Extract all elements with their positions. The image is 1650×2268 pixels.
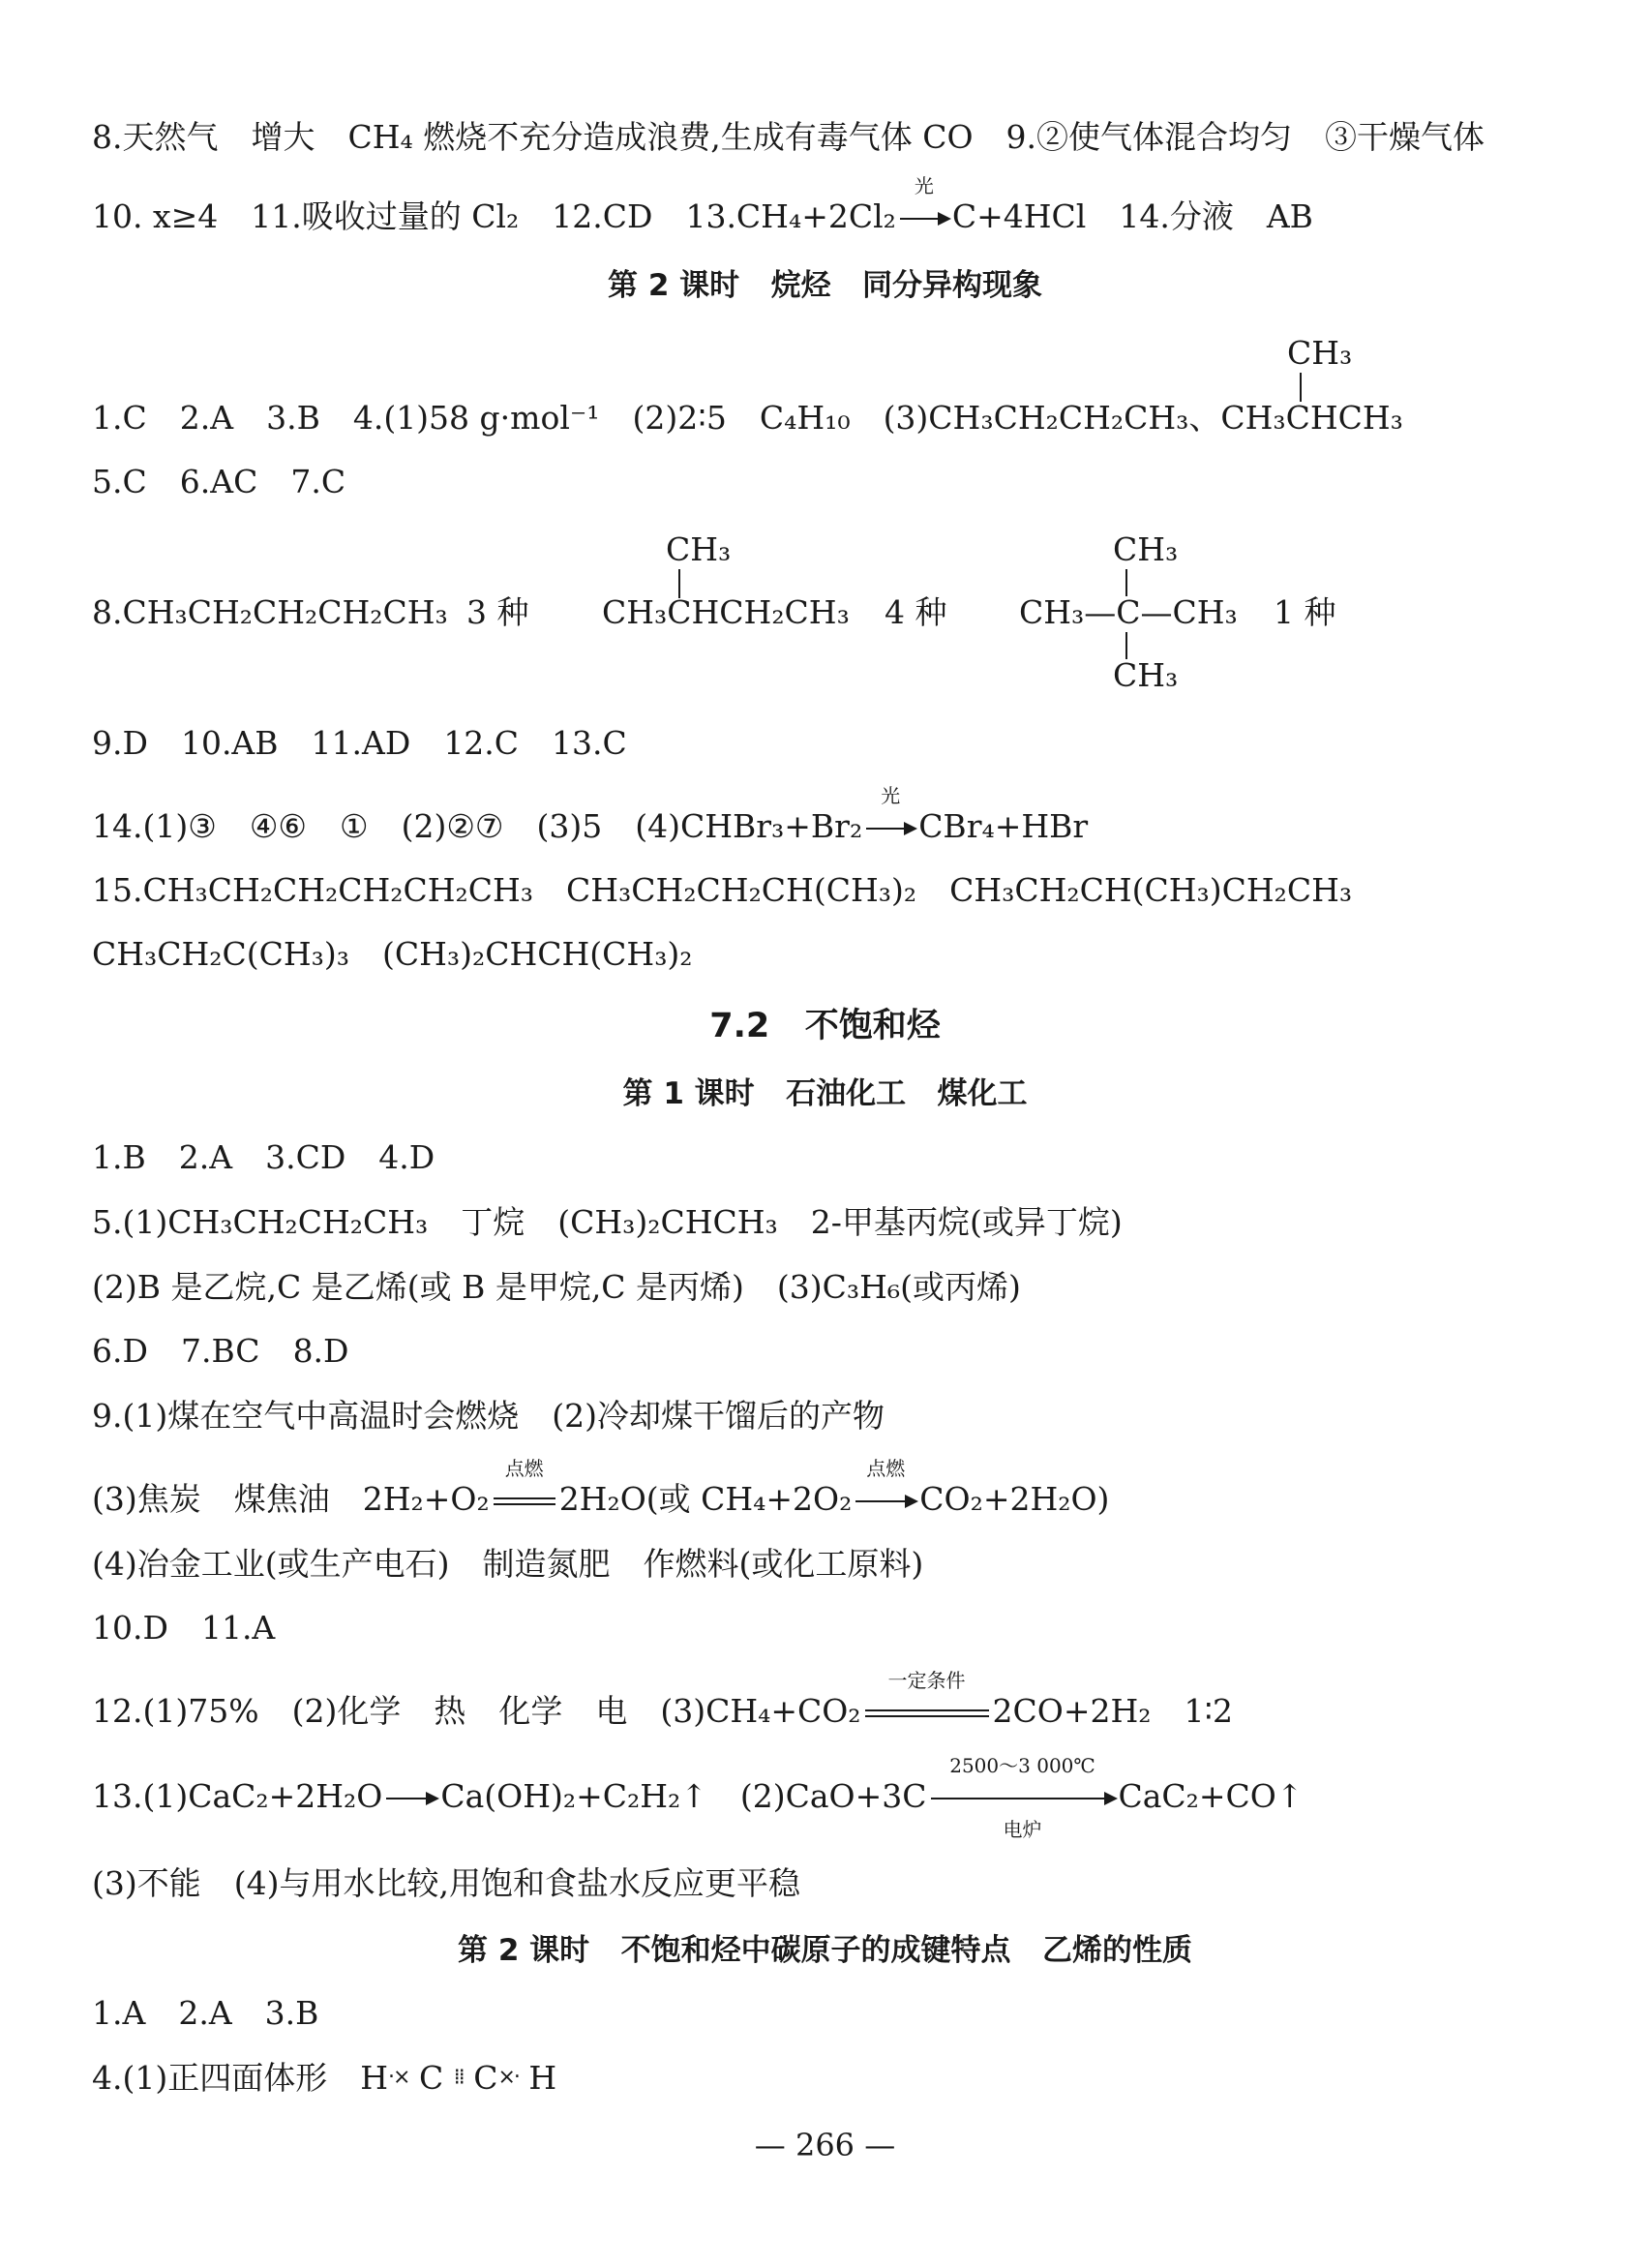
- reaction-condition: 光: [914, 174, 934, 197]
- reaction-condition: 点燃: [866, 1457, 906, 1480]
- answer-item: 11.AD: [311, 724, 411, 762]
- answer-line-9-cont2: [92, 1545, 1592, 1584]
- answer-item: (2)2∶5: [632, 399, 727, 437]
- lesson-heading: 第 2 课时 烷烃 同分异构现象: [608, 268, 1042, 303]
- answer-line-13: [92, 1754, 1592, 1841]
- answer-line-13-cont: [92, 1864, 1592, 1903]
- answer-line-10-11: [92, 1609, 1592, 1648]
- isomer-count: 3 种: [466, 593, 529, 631]
- answer-item: 2.A: [179, 399, 234, 437]
- equation-reactants: 2H₂+O₂: [362, 1480, 490, 1518]
- answer-item: 4.(1)58 g·mol⁻¹: [352, 399, 600, 437]
- equation-products: C+4HCl: [951, 197, 1087, 235]
- answer-item: 14.分液: [1119, 197, 1234, 235]
- answer-item: (3)C₃H₆(或丙烯): [776, 1268, 1021, 1306]
- answer-item: CH₃CH₂C(CH₃)₃: [92, 935, 349, 973]
- answer-line-1-3: [92, 1994, 1592, 2033]
- page-number: — 266 —: [754, 2127, 896, 2163]
- shared-pair-symbol: ·×: [388, 2065, 409, 2089]
- isomer-isopentane: CH₃CHCH₂CH₃: [602, 593, 850, 631]
- reaction-condition: 一定条件: [887, 1669, 966, 1692]
- answer-item: (4)与用水比较,用饱和食盐水反应更平稳: [233, 1864, 800, 1902]
- answer-line-9: [92, 1397, 1592, 1436]
- answer-line-4: [92, 2058, 1592, 2098]
- equation-reactants: (3)CH₄+CO₂: [660, 1692, 861, 1730]
- answer-item: 丁烷: [461, 1203, 525, 1241]
- answer-item: 增大: [251, 118, 315, 156]
- answer-item: 2-甲基丙烷(或异丁烷): [810, 1203, 1123, 1241]
- equation: [660, 1669, 1152, 1731]
- answer-item: 12.C: [443, 724, 520, 762]
- reaction-equals: [494, 1457, 555, 1519]
- answer-item: (3)不能: [92, 1864, 201, 1902]
- answer-line-1-4: [92, 399, 1592, 438]
- branch-group: CH₃: [1287, 334, 1353, 372]
- answer-line-8-9: [92, 118, 1592, 157]
- equation-reactants: (4)CHBr₃+Br₂: [635, 807, 863, 845]
- answer-line-9-13: [92, 724, 1592, 763]
- answer-item: 1.A: [92, 1994, 146, 2032]
- answer-item: 11.吸收过量的 Cl₂: [251, 197, 520, 235]
- equation: [685, 174, 1087, 236]
- answer-item: 2.A: [178, 1138, 233, 1176]
- isomer-count: 4 种: [885, 593, 947, 631]
- answer-item: 煤焦油: [233, 1480, 330, 1518]
- answer-line-10-14: [92, 174, 1592, 236]
- answer-line-1-4: [92, 1138, 1592, 1177]
- answer-item: CH₄ 燃烧不充分造成浪费,生成有毒气体 CO: [347, 118, 974, 156]
- answer-item: 热: [434, 1692, 466, 1730]
- reaction-arrow: [855, 1457, 915, 1519]
- branch-group: CH₃: [1113, 530, 1179, 568]
- answer-item: 7.C: [290, 463, 346, 500]
- answer-line-9-cont: [92, 1457, 1592, 1519]
- reaction-condition: 2500～3 000℃: [949, 1754, 1095, 1777]
- answer-line-5-cont: [92, 1268, 1592, 1307]
- equation: [739, 1754, 1304, 1841]
- answer-line-5: [92, 1203, 1592, 1242]
- lesson-heading: 第 2 课时 不饱和烃中碳原子的成键特点 乙烯的性质: [458, 1933, 1192, 1968]
- answer-line-14: [92, 784, 1592, 846]
- electron-dot-formula: H·× C ⁞⁞ C×· H: [360, 2058, 557, 2097]
- reaction-condition: 电炉: [1003, 1818, 1042, 1841]
- equation: [362, 1457, 1110, 1519]
- answer-line-5-7: [92, 463, 1592, 501]
- answer-item: 15.CH₃CH₂CH₂CH₂CH₂CH₃: [92, 871, 534, 909]
- answer-item: 10.D: [92, 1609, 168, 1647]
- answer-item: 4.D: [378, 1138, 435, 1176]
- answer-item: 10. x≥4: [92, 197, 219, 235]
- answer-line-15-cont: [92, 935, 1592, 974]
- bond-line: [1300, 373, 1302, 402]
- answer-item: 8.D: [292, 1332, 349, 1370]
- equation-products: CBr₄+HBr: [918, 807, 1089, 845]
- bond-line: [1125, 632, 1127, 659]
- bond-line: [1125, 569, 1127, 596]
- lesson-heading: 第 1 课时 石油化工 煤化工: [622, 1076, 1028, 1111]
- answer-item: (3)5: [536, 807, 603, 845]
- shared-pair-symbol: ×·: [497, 2065, 519, 2089]
- answer-item: 制造氮肥: [482, 1545, 611, 1583]
- equation: [635, 784, 1089, 846]
- answer-item: (3)CH₃CH₂CH₂CH₃、CH₃CHCH₃: [883, 399, 1403, 437]
- branch-group: CH₃: [1113, 656, 1179, 694]
- answer-item: (2)冷却煤干馏后的产物: [552, 1397, 885, 1435]
- answer-item: 9.②使气体混合均匀: [1005, 118, 1293, 156]
- answer-item: (2)B 是乙烷,C 是乙烯(或 B 是甲烷,C 是丙烯): [92, 1268, 744, 1306]
- answer-item: (2)化学: [291, 1692, 402, 1730]
- answer-item: 9.D: [92, 724, 148, 762]
- answer-item: (CH₃)₂CHCH₃: [557, 1203, 778, 1241]
- equation-products: 2CO+2H₂: [992, 1692, 1152, 1730]
- answer-item: 6.D: [92, 1332, 148, 1370]
- answer-item: ④⑥: [249, 807, 307, 845]
- equation-reactants: 13.CH₄+2Cl₂: [685, 197, 896, 235]
- answer-item: 12.CD: [552, 197, 653, 235]
- answer-item: CH₃CH₂CH(CH₃)CH₂CH₃: [949, 871, 1353, 909]
- answer-item: 3.CD: [265, 1138, 346, 1176]
- isomer-neopentane: CH₃—C—CH₃: [1019, 593, 1238, 631]
- answer-item: 3.B: [266, 399, 320, 437]
- answer-item: (3)焦炭: [92, 1480, 201, 1518]
- answer-item: (4)冶金工业(或生产电石): [92, 1545, 450, 1583]
- answer-item: (CH₃)₂CHCH(CH₃)₂: [382, 935, 693, 973]
- equation-reactants: (2)CaO+3C: [739, 1777, 927, 1815]
- equation: [92, 1777, 707, 1816]
- reaction-condition: 光: [881, 784, 901, 807]
- answer-item: 作燃料(或化工原料): [643, 1545, 924, 1583]
- answer-item: 11.A: [200, 1609, 276, 1647]
- double-bond-dots: ⁞⁞: [453, 2065, 464, 2089]
- reaction-equals: [865, 1669, 989, 1731]
- answer-item: 1∶2: [1184, 1692, 1234, 1730]
- answer-line-15: [92, 871, 1592, 910]
- answer-item: 3.B: [264, 1994, 319, 2032]
- reaction-arrow: [386, 1777, 436, 1816]
- answer-item: 7.BC: [180, 1332, 260, 1370]
- answer-item: (2)②⑦: [401, 807, 504, 845]
- answer-item: 1.B: [92, 1138, 146, 1176]
- branch-group: CH₃: [666, 530, 732, 568]
- answer-item: 9.(1)煤在空气中高温时会燃烧: [92, 1397, 520, 1435]
- answer-item: ③干燥气体: [1325, 118, 1485, 156]
- answer-item: 10.AB: [180, 724, 279, 762]
- isomer-count: 1 种: [1274, 593, 1336, 631]
- equation-products: Ca(OH)₂+C₂H₂↑: [440, 1777, 707, 1815]
- answer-item: 14.(1)③: [92, 807, 217, 845]
- reaction-arrow: [931, 1754, 1115, 1841]
- equation-products: 2H₂O(或 CH₄+2O₂: [558, 1480, 853, 1518]
- reaction-condition: 点燃: [504, 1457, 544, 1480]
- answer-line-12: [92, 1669, 1592, 1731]
- answer-item: C₄H₁₀: [759, 399, 851, 437]
- answer-item: 4.(1)正四面体形: [92, 2058, 328, 2097]
- answer-item: 电: [595, 1692, 628, 1730]
- answer-item: 1.C: [92, 399, 147, 437]
- answer-item: CH₃CH₂CH₂CH(CH₃)₂: [566, 871, 917, 909]
- answer-item: 5.(1)CH₃CH₂CH₂CH₃: [92, 1203, 429, 1241]
- answer-item: 2.A: [178, 1994, 232, 2032]
- answer-item: ①: [339, 807, 369, 845]
- answer-item: 12.(1)75%: [92, 1692, 259, 1730]
- isomer-pentane: 8.CH₃CH₂CH₂CH₂CH₃: [92, 593, 448, 631]
- section-heading: 7.2 不饱和烃: [709, 1007, 941, 1045]
- answer-line-6-8: [92, 1332, 1592, 1371]
- equation-products: CaC₂+CO↑: [1118, 1777, 1304, 1815]
- equation-products: CO₂+2H₂O): [919, 1480, 1110, 1518]
- answer-item: 8.天然气: [92, 118, 219, 156]
- answer-item: 5.C: [92, 463, 147, 500]
- reaction-arrow: [900, 174, 948, 236]
- answer-item: 化学: [498, 1692, 563, 1730]
- answer-item: 13.C: [552, 724, 627, 762]
- equation-reactants: 13.(1)CaC₂+2H₂O: [92, 1777, 383, 1815]
- answer-item: 6.AC: [179, 463, 258, 500]
- answer-item: AB: [1266, 197, 1313, 235]
- reaction-arrow: [866, 784, 915, 846]
